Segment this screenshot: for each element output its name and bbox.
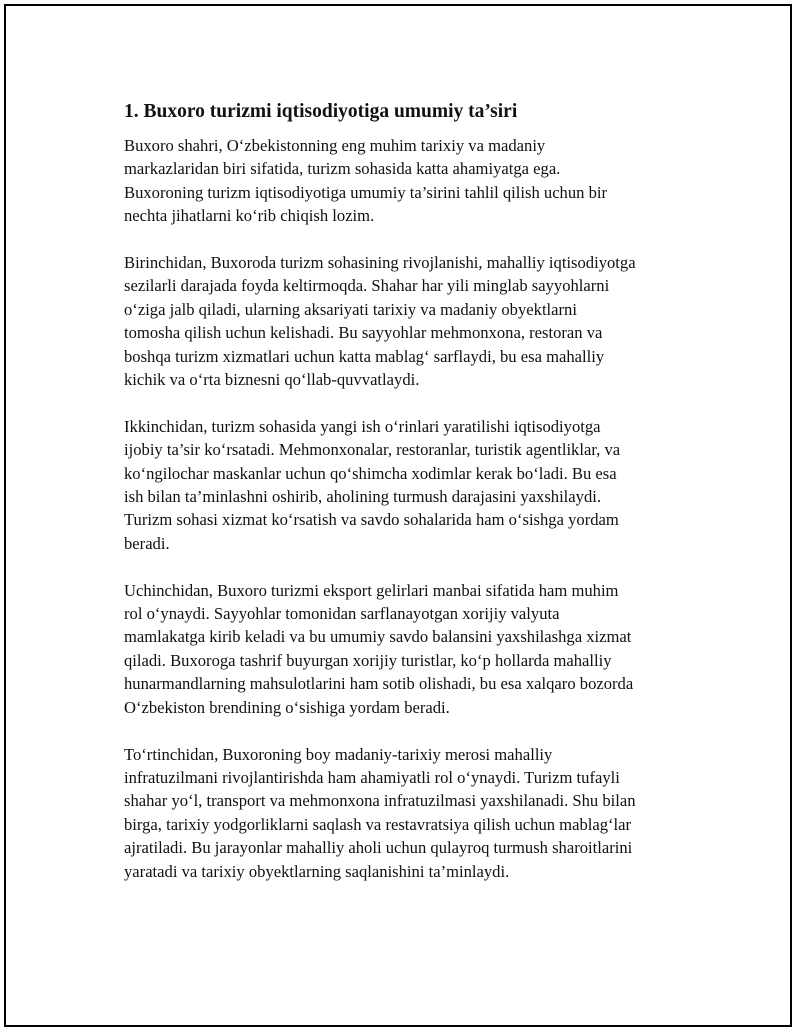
paragraph-third-point <box>124 579 704 719</box>
text-line: ijobiy ta’sir ko‘rsatadi. Mehmonxonalar, restoranlar, turistik agentliklar, va <box>124 440 621 460</box>
text-line: boshqa turizm xizmatlari uchun katta mablag‘ sarflaydi, bu esa mahalliy <box>124 346 605 366</box>
paragraph-intro <box>124 134 704 228</box>
text-line: o‘ziga jalb qiladi, ularning aksariyati tarixiy va madaniy obyektlarni <box>124 299 577 319</box>
text-line: infratuzilmani rivojlantirishda ham ahamiyatli rol o‘ynaydi. Turizm tufayli <box>124 767 620 787</box>
text-line: sezilarli darajada foyda keltirmoqda. Shahar har yili minglab sayyohlarni <box>124 276 610 296</box>
text-line: birga, tarixiy yodgorliklarni saqlash va restavratsiya qilish uchun mablag‘lar <box>124 814 632 834</box>
text-line: kichik va o‘rta biznesni qo‘llab-quvvatlaydi. <box>124 370 420 390</box>
text-line: nechta jihatlarni ko‘rib chiqish lozim. <box>124 206 375 226</box>
page-frame <box>4 4 792 1027</box>
text-line: Uchinchidan, Buxoro turizmi eksport gelirlari manbai sifatida ham muhim <box>124 580 619 600</box>
text-line: Ikkinchidan, turizm sohasida yangi ish o‘rinlari yaratilishi iqtisodiyotga <box>124 416 601 436</box>
text-line: ajratiladi. Bu jarayonlar mahalliy aholi uchun qulayroq turmush sharoitlarini <box>124 838 633 858</box>
text-line: beradi. <box>124 533 170 553</box>
text-line: Buxoro shahri, O‘zbekistonning eng muhim tarixiy va madaniy <box>124 136 546 155</box>
document-body <box>124 100 704 906</box>
paragraph-first-point <box>124 251 704 391</box>
text-line: rol o‘ynaydi. Sayyohlar tomonidan sarflanayotgan xorijiy valyuta <box>124 604 560 624</box>
text-line: mamlakatga kirib keladi va bu umumiy savdo balansini yaxshilashga xizmat <box>124 627 632 647</box>
text-line: hunarmandlarning mahsulotlarini ham sotib olishadi, bu esa xalqaro bozorda <box>124 674 634 694</box>
paragraph-second-point <box>124 415 704 555</box>
text-line: To‘rtinchidan, Buxoroning boy madaniy-tarixiy merosi mahalliy <box>124 744 553 764</box>
paragraph-fourth-point <box>124 743 704 883</box>
text-line: Buxoroning turizm iqtisodiyotiga umumiy ta’sirini tahlil qilish uchun bir <box>124 182 608 202</box>
text-line: yaratadi va tarixiy obyektlarning saqlanishini ta’minlaydi. <box>124 861 510 881</box>
text-line: shahar yo‘l, transport va mehmonxona infratuzilmasi yaxshilanadi. Shu bilan <box>124 791 636 811</box>
text-line: markazlaridan biri sifatida, turizm sohasida katta ahamiyatga ega. <box>124 159 561 179</box>
text-line: Turizm sohasi xizmat ko‘rsatish va savdo sohalarida ham o‘sishga yordam <box>124 510 619 530</box>
text-line: ko‘ngilochar maskanlar uchun qo‘shimcha xodimlar kerak bo‘ladi. Bu esa <box>124 463 617 483</box>
text-line: O‘zbekiston brendining o‘sishiga yordam beradi. <box>124 697 450 717</box>
text-line: ish bilan ta’minlashni oshirib, aholining turmush darajasini yaxshilaydi. <box>124 487 602 507</box>
section-heading: 1. Buxoro turizmi iqtisodiyotiga umumiy ta’siri <box>124 101 518 122</box>
text-line: qiladi. Buxoroga tashrif buyurgan xorijiy turistlar, ko‘p hollarda mahalliy <box>124 650 612 670</box>
text-line: Birinchidan, Buxoroda turizm sohasining rivojlanishi, mahalliy iqtisodiyotga <box>124 253 636 273</box>
text-line: tomosha qilish uchun kelishadi. Bu sayyohlar mehmonxona, restoran va <box>124 323 603 343</box>
